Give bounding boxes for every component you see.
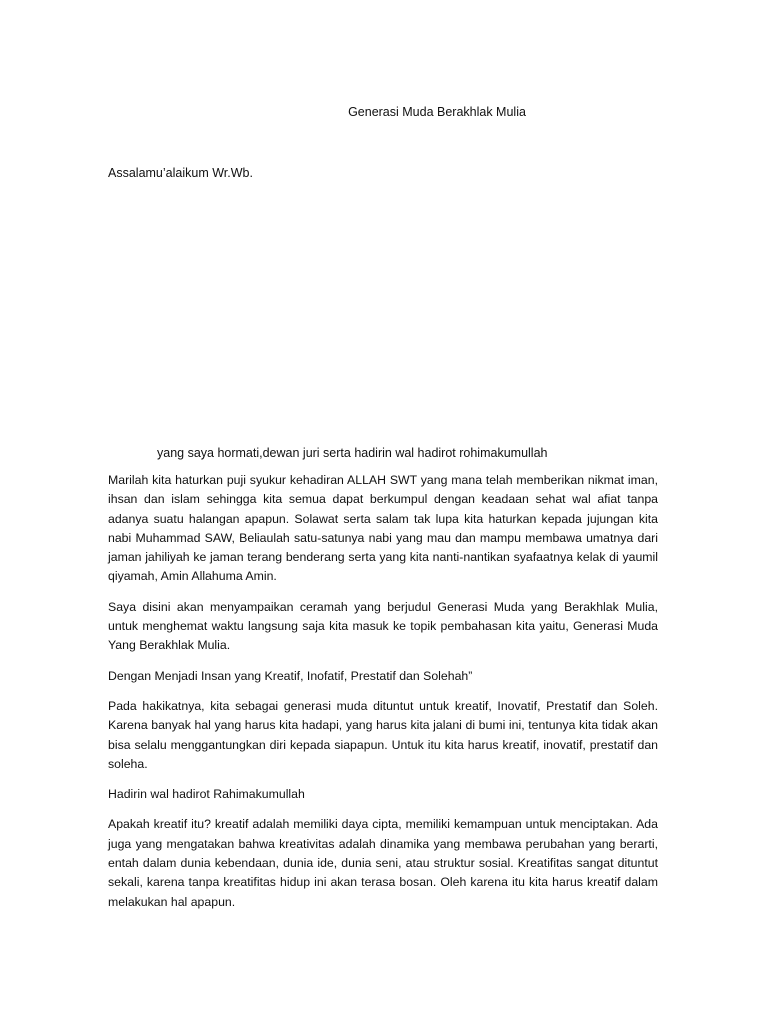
paragraph-hakikat: Pada hakikatnya, kita sebagai generasi muda dituntut untuk kreatif, Inovatif, Prestatif dan Soleh. Karena banyak hal yang harus kita hadapi, yang harus kita jalani di bumi ini, tentunya kita tidak akan bisa selalu menggantungkan diri kepada siapapun. Untuk itu kita harus kreatif, inovatif, prestatif dan soleha. (108, 698, 658, 771)
paragraph-kreatif: Apakah kreatif itu? kreatif adalah memiliki daya cipta, memiliki kemampuan untuk menciptakan. Ada juga yang mengatakan bahwa kreativitas adalah dinamika yang membawa perubahan yang berarti, entah dalam dunia kebendaan, dunia ide, dunia seni, atau struktur sosial. Kreatifitas sangat dituntut sekali, karena tanpa kreatifitas hidup ini akan terasa bosan. Oleh karena itu kita harus kreatif dalam melakukan hal apapun. (108, 817, 658, 909)
paragraph-subtitle: Dengan Menjadi Insan yang Kreatif, Inofatif, Prestatif dan Solehah” (108, 668, 473, 683)
paragraph-hadirin: Hadirin wal hadirot Rahimakumullah (108, 787, 305, 802)
greeting: Assalamu’alaikum Wr.Wb. (108, 166, 253, 180)
body-text (108, 471, 658, 923)
paragraph-intro: Saya disini akan menyampaikan ceramah yang berjudul Generasi Muda yang Berakhlak Mulia, untuk menghemat waktu langsung saja kita masuk ke topik pembahasan kita yaitu, Generasi Muda Yang Berakhlak Mulia. (108, 599, 658, 653)
paragraph-opening: Marilah kita haturkan puji syukur kehadiran ALLAH SWT yang mana telah memberikan nikmat iman, ihsan dan islam sehingga kita semua dapat berkumpul dengan keadaan sehat wal afiat tanpa adanya suatu halangan apapun. Solawat serta salam tak lupa kita haturkan kepada jujungan kita nabi Muhammad SAW, Beliaulah satu-satunya nabi yang mau dan mampu membawa umatnya dari jaman jahiliyah ke jaman terang benderang serta yang kita nanti-nantikan syafaatnya kelak di yaumil qiyamah, Amin Allahuma Amin. (108, 473, 658, 584)
document-title: Generasi Muda Berakhlak Mulia (348, 105, 526, 119)
address-line: yang saya hormati,dewan juri serta hadirin wal hadirot rohimakumullah (157, 446, 548, 460)
